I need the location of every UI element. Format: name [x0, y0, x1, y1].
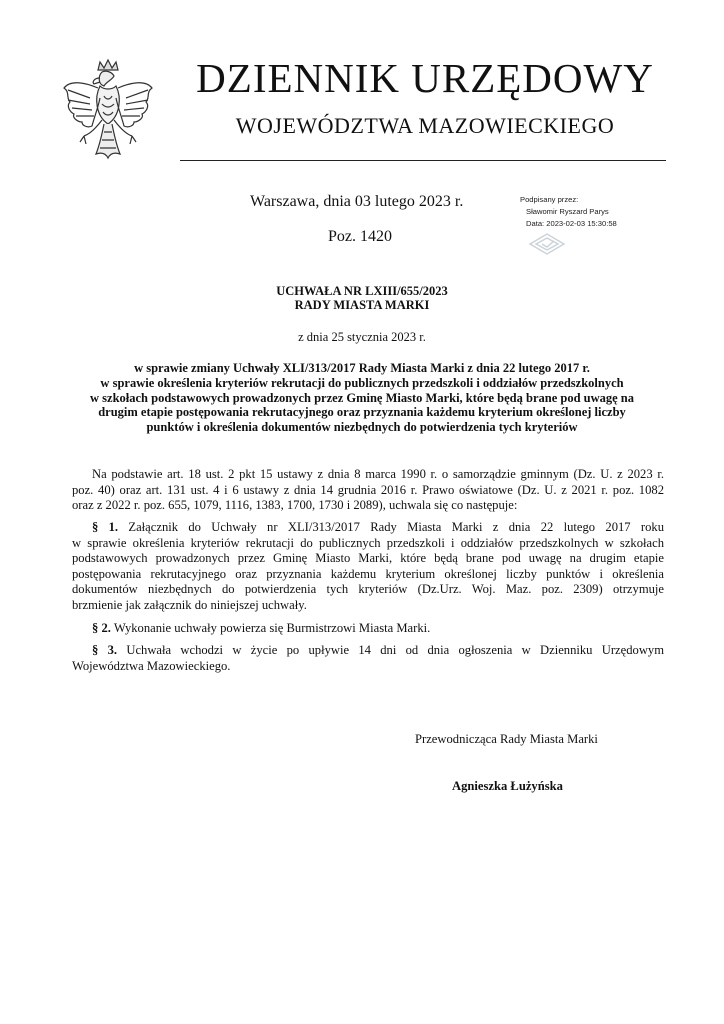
- paragraph-line: poz. 40) oraz art. 131 ust. 4 i 6 ustawy z dnia 14 grudnia 2016 r. Prawo oświatowe (Dz. U. z 2021 r. poz. 1082: [72, 482, 664, 497]
- section-1-mark: § 1.: [92, 520, 119, 534]
- section-2-text: Wykonanie uchwały powierza się Burmistrzowi Miasta Marki.: [113, 621, 431, 635]
- paragraph-line: oraz z 2022 r. poz. 655, 1079, 1116, 1383, 1700, 1730 i 2089), uchwala się co następuje:: [72, 498, 518, 512]
- position-number: Poz. 1420: [328, 228, 392, 245]
- resolution-number: UCHWAŁA NR LXIII/655/2023: [276, 284, 448, 298]
- subject-line: w szkołach podstawowych prowadzonych przez Gminę Miasto Marki, które będą brane pod uwagę na: [90, 390, 634, 405]
- section-3-mark: § 3.: [92, 643, 118, 657]
- signature-date: Data: 2023-02-03 15:30:58: [526, 219, 617, 228]
- signature-label: Podpisany przez:: [520, 195, 579, 204]
- polish-eagle-emblem-icon: [60, 58, 156, 160]
- subject-line: drugim etapie postępowania rekrutacyjnego oraz przyznania każdemu kryterium określonej liczby: [98, 405, 626, 420]
- resolution-subject: [60, 361, 664, 435]
- section-3-first-line: Uchwała wchodzi w życie po upływie 14 dni od dnia ogłoszenia w Dzienniku Urzędowym: [126, 643, 665, 657]
- preamble-paragraph: [72, 467, 664, 514]
- paragraph-line: Województwa Mazowieckiego.: [72, 658, 231, 673]
- signer-role: Przewodnicząca Rady Miasta Marki: [415, 732, 598, 746]
- masthead-divider: [180, 160, 666, 161]
- paragraph-line: dokumentów niezbędnych do potwierdzenia tych kryteriów (Dz.Urz. Woj. Maz. poz. 2309) otrzymuje: [72, 582, 664, 596]
- subject-line: w sprawie określenia kryteriów rekrutacji do publicznych przedszkoli i oddziałów przedszkolnych: [100, 375, 624, 390]
- paragraph-line: w sprawie określenia kryteriów rekrutacji do publicznych przedszkoli i oddziałów przedszkolnych w szkołach: [72, 535, 664, 550]
- paragraph-line: Na podstawie art. 18 ust. 2 pkt 15 ustawy z dnia 8 marca 1990 r. o samorządzie gminnym (Dz. U. z 2023 r.: [92, 467, 664, 481]
- resolution-council: RADY MIASTA MARKI: [294, 298, 430, 312]
- publication-place-date: Warszawa, dnia 03 lutego 2023 r.: [250, 193, 464, 210]
- section-2-mark: § 2.: [92, 621, 111, 635]
- section-1-first-line: Załącznik do Uchwały nr XLI/313/2017 Rady Miasta Marki z dnia 22 lutego 2017 roku: [128, 520, 665, 534]
- section-1-paragraph: [72, 520, 664, 613]
- electronic-signature-info: [520, 194, 700, 230]
- subject-line: punktów i określenia dokumentów niezbędnych do potwierdzenia tych kryteriów: [146, 420, 578, 435]
- paragraph-line: [72, 643, 664, 659]
- signature-check-icon: [528, 232, 566, 256]
- paragraph-line: podstawowych prowadzonych przez Gminę Miasto Marki, które będą brane pod uwagę na drugim etapie: [72, 551, 664, 565]
- subject-line: w sprawie zmiany Uchwały XLI/313/2017 Rady Miasta Marki z dnia 22 lutego 2017 r.: [134, 361, 590, 375]
- signer-name: Agnieszka Łużyńska: [452, 779, 563, 793]
- journal-subtitle: WOJEWÓDZTWA MAZOWIECKIEGO: [235, 113, 615, 138]
- resolution-date: z dnia 25 stycznia 2023 r.: [298, 330, 426, 344]
- signature-signer: Sławomir Ryszard Parys: [526, 207, 609, 216]
- paragraph-line: brzmienie jak załącznik do niniejszej uchwały.: [72, 597, 307, 612]
- section-3-paragraph: [72, 643, 664, 674]
- paragraph-line: postępowania rekrutacyjnego oraz przyznania każdemu kryterium określonej liczby punktów i określenia: [72, 566, 664, 581]
- paragraph-line: [72, 520, 664, 536]
- paragraph-line: [72, 621, 664, 637]
- journal-title: DZIENNIK URZĘDOWY: [196, 55, 654, 101]
- section-2-paragraph: [72, 621, 664, 637]
